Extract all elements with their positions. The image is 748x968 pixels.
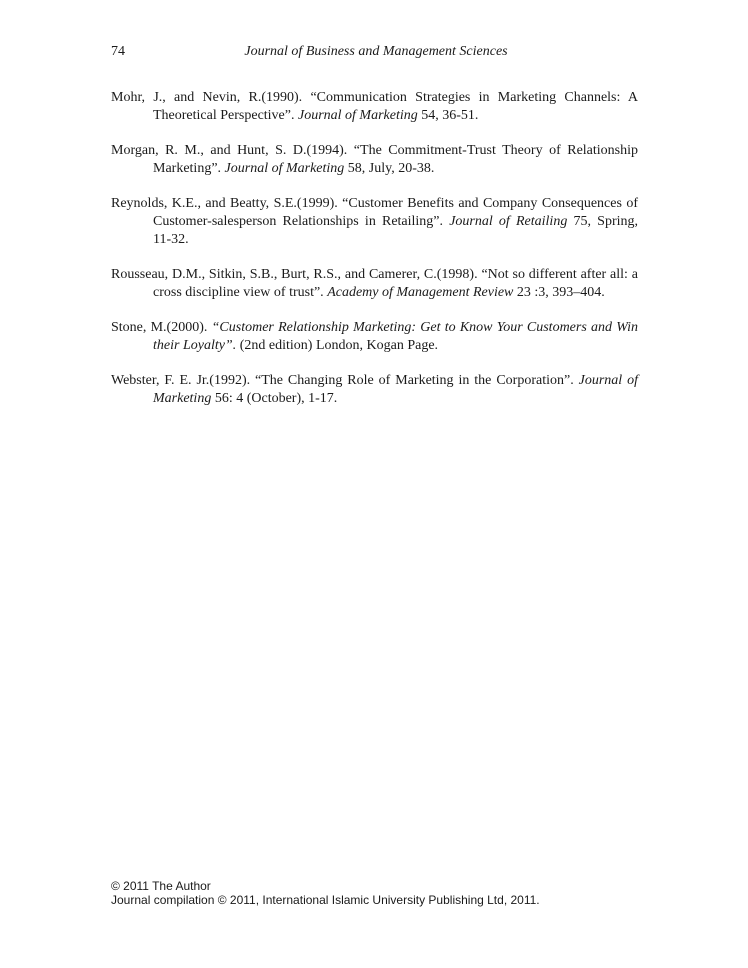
ref-title: “Not so different after all: a cross discipline view of trust”. [153,267,639,300]
reference-list [111,89,638,425]
copyright-line: © 2011 The Author [111,879,211,893]
ref-details: 23 :3, 393–404. [513,285,605,300]
ref-source: Journal of Retailing [449,214,568,229]
page-number: 74 [111,44,125,59]
ref-authors: Stone, M.(2000). [111,320,208,335]
reference-item [111,195,638,249]
ref-title: “The Commitment-Trust Theory of Relationship Marketing”. [153,143,638,176]
ref-source: Journal of Marketing [153,373,638,406]
reference-item [111,142,638,178]
ref-authors: Webster, F. E. Jr.(1992). [111,373,251,388]
compilation-line: Journal compilation © 2011, International Islamic University Publishing Ltd, 2011. [111,893,540,907]
ref-title: “Communication Strategies in Marketing Channels: A Theoretical Perspective”. [153,90,638,123]
ref-source: Academy of Management Review [327,285,514,300]
ref-title: “Customer Benefits and Company Consequences of Customer-salesperson Relationships in Retailing”. [153,196,638,229]
ref-source: “Customer Relationship Marketing: Get to Know Your Customers and Win their Loyalty”. [153,320,639,353]
ref-details: (2nd edition) London, Kogan Page. [236,338,439,353]
ref-details: 56: 4 (October), 1-17. [211,391,338,406]
reference-item [111,372,638,408]
ref-title: “The Changing Role of Marketing in the Corporation”. [250,373,574,388]
reference-item [111,266,638,302]
page-footer [111,879,540,907]
reference-item [111,89,638,125]
page-header [111,44,641,64]
ref-authors: Morgan, R. M., and Hunt, S. D.(1994). [111,143,348,158]
ref-authors: Reynolds, K.E., and Beatty, S.E.(1999). [111,196,338,211]
ref-details: 75, Spring, 11-32. [153,214,638,247]
ref-source: Journal of Marketing [297,108,418,123]
reference-item [111,319,638,355]
ref-authors: Mohr, J., and Nevin, R.(1990). [111,90,303,105]
ref-details: 58, July, 20-38. [344,161,435,176]
ref-source: Journal of Marketing [224,161,345,176]
journal-title: Journal of Business and Management Sciences [244,44,508,59]
ref-details: 54, 36-51. [417,108,479,123]
ref-authors: Rousseau, D.M., Sitkin, S.B., Burt, R.S., and Camerer, C.(1998). [111,267,478,282]
